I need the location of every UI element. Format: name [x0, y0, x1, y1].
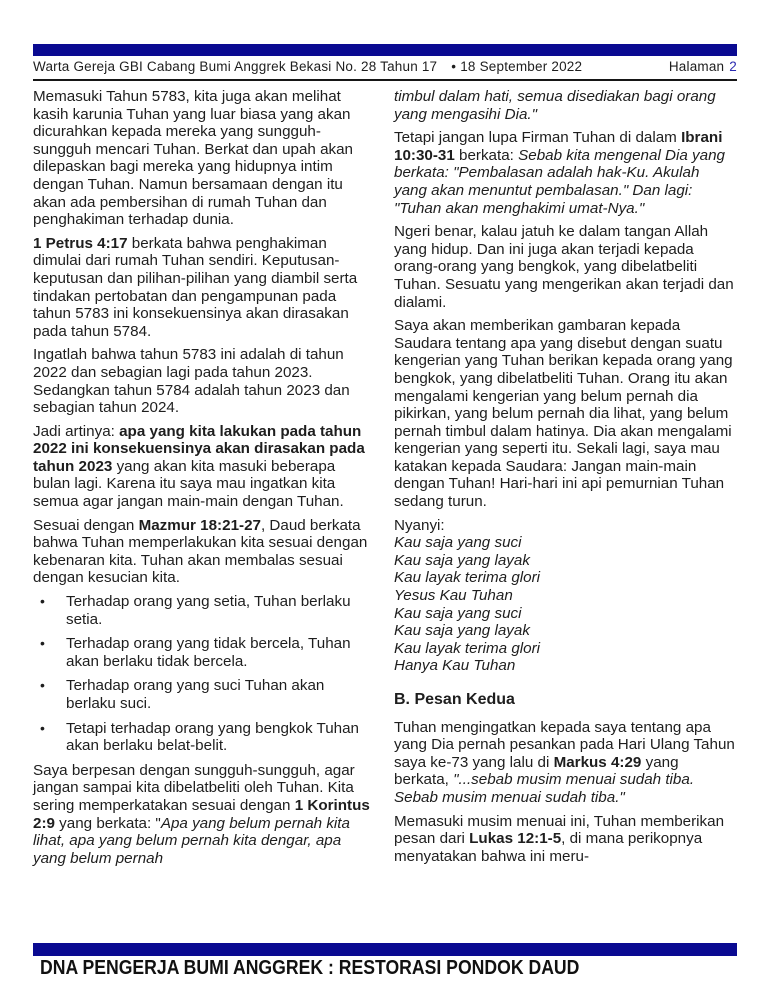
- italic-text-run: "...sebab musim menuai sudah tiba. Sebab musim menuai sudah tiba.": [394, 771, 695, 806]
- bold-text-run: Ibrani 10:30-31: [394, 129, 723, 164]
- footer-accent-bar: [33, 943, 737, 956]
- list-item: [33, 720, 375, 755]
- section-heading: B. Pesan Kedua: [394, 691, 515, 708]
- bold-text-run: Mazmur 18:21-27: [138, 516, 261, 534]
- text-run: Sesuai dengan: [33, 516, 139, 534]
- issue-date: 18 September 2022: [460, 59, 583, 74]
- top-accent-bar: [33, 44, 737, 56]
- page-header: [33, 59, 737, 74]
- article-body: [33, 88, 737, 873]
- bold-text-run: 1 Petrus 4:17: [33, 234, 128, 252]
- list-item: [33, 635, 375, 670]
- left-column: [33, 88, 375, 873]
- bold-text-run: 1 Korintus 2:9: [33, 796, 370, 832]
- paragraph: [394, 223, 736, 311]
- paragraph: [33, 517, 375, 587]
- text-run: , di mana perikopnya menyatakan bahwa ini meru-: [394, 830, 703, 865]
- paragraph: [394, 88, 736, 123]
- italic-text-run: timbul dalam hati, semua disediakan bagi orang yang mengasihi Dia.": [394, 88, 716, 123]
- song-line: Kau layak terima glori: [394, 639, 541, 657]
- list-item-text: [66, 677, 375, 712]
- paragraph: [33, 346, 375, 416]
- paragraph: [33, 423, 375, 511]
- list-item: [33, 593, 375, 628]
- text-run: Memasuki Tahun 5783, kita juga akan melihat kasih karunia Tuhan yang luar biasa yang akan dicurahkan kepada mereka yang sungguh-sungguh mencari Tuhan. Berkat dan upah akan dilepaskan bagi mereka yang hidupnya intim dengan Tuhan. Namun bersamaan dengan itu akan ada pembersihan di rumah Tuhan dan penghakiman terhadap dunia.: [33, 88, 354, 229]
- text-run: Ngeri benar, kalau jatuh ke dalam tangan Allah yang hidup. Dan ini juga akan terjadi kepada orang-orang yang bengkok, yang dibelatbeliti Tuhan. Sesuatu yang mengerikan akan terjadi dan dialami.: [394, 223, 734, 311]
- page-number-label: [669, 59, 737, 74]
- text-run: berkata bahwa penghakiman dimulai dari rumah Tuhan sendiri. Keputusan-keputusan dan pilihan-pilihan yang diambil serta tindakan pertobatan dan pengampunan pada tahun 5783 ini konsekuensinya akan dirasakan pada tahun 5784.: [33, 234, 358, 340]
- song-line: Kau saja yang suci: [394, 534, 522, 552]
- paragraph: [394, 719, 736, 807]
- italic-text-run: Sebab kita mengenal Dia yang berkata: "Pembalasan adalah hak-Ku. Akulah yang akan menuntut pembalasan." Dan lagi: "Tuhan akan menghakimi umat-Nya.": [394, 146, 725, 217]
- bold-text-run: Markus 4:29: [553, 753, 642, 771]
- paragraph: [33, 235, 375, 341]
- bullet-list: [33, 593, 375, 755]
- paragraph: [33, 88, 375, 229]
- bullet-icon: •: [40, 635, 45, 652]
- text-run: , Daud berkata bahwa Tuhan memperlakukan kita sesuai dengan kebenaran kita. Tuhan akan membalas sesuai dengan kesucian kita.: [33, 516, 368, 587]
- text-run: Tetapi jangan lupa Firman Tuhan di dalam: [394, 129, 682, 147]
- text-run: Jadi artinya:: [33, 422, 120, 440]
- song-line: Kau layak terima glori: [394, 569, 541, 587]
- song-line: Hanya Kau Tuhan: [394, 657, 516, 675]
- song-line: Yesus Kau Tuhan: [394, 587, 513, 605]
- text-run: Ingatlah bahwa tahun 5783 ini adalah di tahun 2022 dan sebagian lagi pada tahun 2023. Sedangkan tahun 5784 adalah tahun 2023 dan sebagian tahun 2024.: [33, 346, 350, 417]
- page-number: 2: [729, 59, 737, 74]
- paragraph: [394, 813, 736, 866]
- text-run: Terhadap orang yang tidak bercela, Tuhan akan berlaku tidak bercela.: [66, 635, 351, 670]
- list-item-text: [66, 593, 375, 628]
- italic-text-run: Apa yang belum pernah kita lihat, apa yang belum pernah kita dengar, apa yang belum pernah: [33, 814, 350, 867]
- bullet-icon: •: [40, 719, 45, 736]
- paragraph: [394, 317, 736, 511]
- song-line: Kau saja yang layak: [394, 551, 530, 569]
- header-rule: [33, 79, 737, 81]
- paragraph: [33, 762, 375, 868]
- bullet-icon: •: [40, 593, 45, 610]
- page-label: Halaman: [668, 59, 725, 74]
- text-run: Terhadap orang yang setia, Tuhan berlaku setia.: [66, 593, 351, 628]
- footer-motto: DNA PENGERJA BUMI ANGGREK : RESTORASI PONDOK DAUD: [40, 956, 580, 979]
- text-run: Saya akan memberikan gambaran kepada Saudara tentang apa yang disebut dengan suatu kengerian yang Tuhan berikan kepada orang yang bengkok, yang dibelatbeliti Tuhan. Orang itu akan mengalami kengerian yang belum pernah dia pikirkan, yang belum pernah dia lihat, yang belum pernah timbul dalam hatinya. Dia akan mengalami kengerian yang seperti itu. Sekali lagi, saya mau katakan kepada Saudara: Jangan main-main dengan Tuhan! Hari-hari ini api pemurnian Tuhan sedang turun.: [394, 317, 733, 511]
- text-run: yang berkata,: [394, 753, 679, 789]
- right-column: [394, 88, 736, 873]
- paragraph: [394, 129, 736, 217]
- header-bullet-separator: •: [451, 59, 457, 74]
- bold-text-run: apa yang kita lakukan pada tahun 2022 ini konsekuensinya akan dirasakan pada tahun 2023: [33, 422, 365, 475]
- text-run: Saya berpesan dengan sungguh-sungguh, agar jangan sampai kita dibelatbeliti oleh Tuhan. Kita sering memperkatakan sesuai dengan: [33, 761, 355, 814]
- list-item: [33, 677, 375, 712]
- song-line: Kau saja yang layak: [394, 622, 530, 640]
- list-item-text: [66, 635, 375, 670]
- text-run: yang berkata: ": [54, 814, 161, 832]
- bullet-icon: •: [40, 677, 45, 694]
- masthead-text: Warta Gereja GBI Cabang Bumi Anggrek Bekasi No. 28 Tahun 17: [33, 59, 438, 74]
- list-item-text: [66, 720, 375, 755]
- text-run: Terhadap orang yang suci Tuhan akan berlaku suci.: [66, 677, 325, 712]
- text-run: Tetapi terhadap orang yang bengkok Tuhan akan berlaku belat-belit.: [66, 719, 360, 755]
- text-run: berkata:: [454, 146, 519, 164]
- text-run: Memasuki musim menuai ini, Tuhan memberikan pesan dari: [394, 812, 725, 848]
- text-run: Tuhan mengingatkan kepada saya tentang apa yang Dia pernah pesankan pada Hari Ulang Tahun saya ke-73 yang lalu di: [394, 718, 735, 771]
- song-line: Kau saja yang suci: [394, 604, 522, 622]
- newsletter-masthead: [33, 59, 586, 74]
- bold-text-run: Lukas 12:1-5: [469, 830, 562, 848]
- song-label: Nyanyi:: [394, 516, 445, 534]
- text-run: yang akan kita masuki beberapa bulan lagi. Karena itu saya mau ingatkan kita semua agar jangan main-main dengan Tuhan.: [33, 457, 344, 511]
- song-block: [394, 517, 736, 675]
